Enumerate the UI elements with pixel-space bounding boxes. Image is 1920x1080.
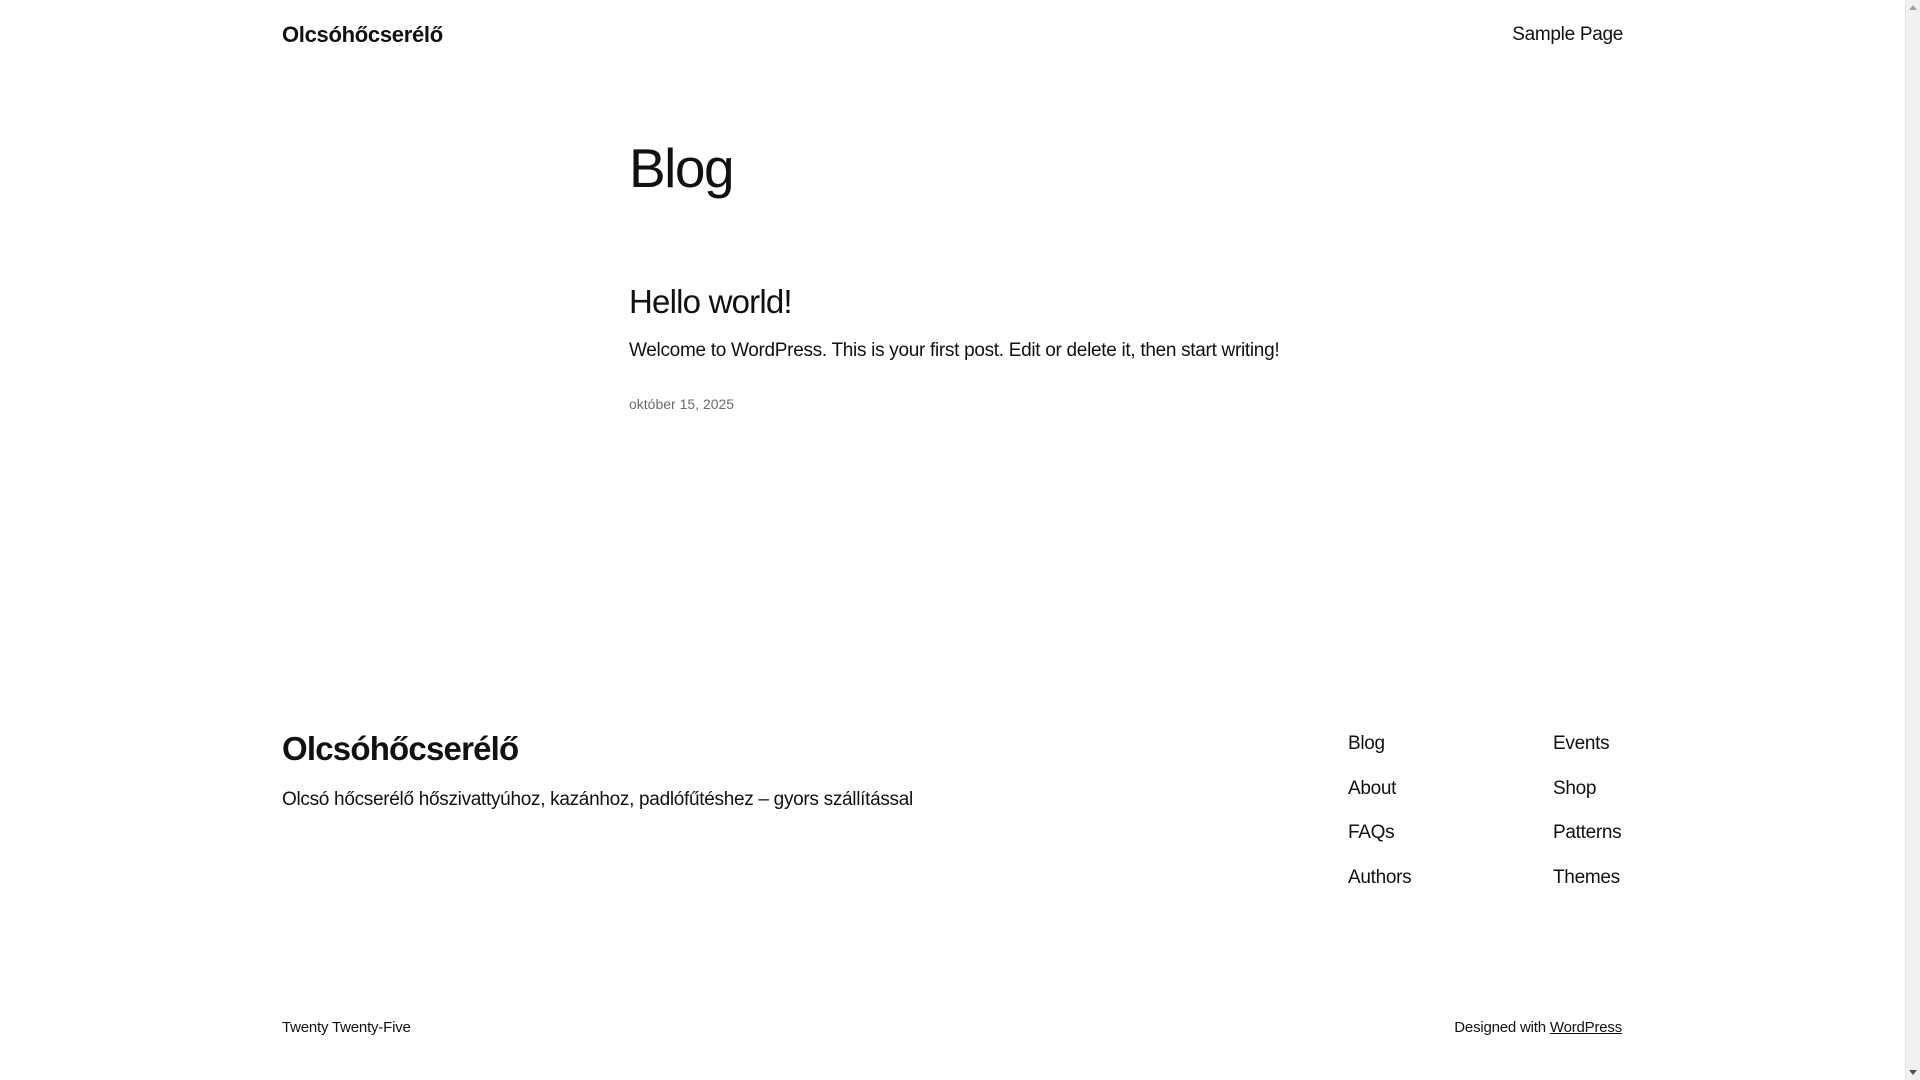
footer-tagline: Olcsó hőcserélő hőszivattyúhoz, kazánhoz, padlófűtéshez – gyors szállítással [282,789,913,810]
footer-site-title-link[interactable]: Olcsóhőcserélő [282,730,519,767]
vertical-scrollbar[interactable] [1905,0,1920,1080]
designed-with-text: Designed with [1454,1019,1546,1036]
footer-link-faqs[interactable]: FAQs [1348,822,1395,843]
site-title-link[interactable]: Olcsóhőcserélő [282,22,443,47]
footer-link-events[interactable]: Events [1553,733,1610,754]
theme-credit: Twenty Twenty-Five [282,1019,411,1036]
footer-link-about[interactable]: About [1348,777,1397,799]
footer-nav-column-1 [1348,730,1411,908]
chevron-down-icon[interactable] [1909,1070,1917,1075]
post-title-link[interactable]: Hello world! [629,283,792,320]
post-card [629,279,1329,412]
footer-brand [282,727,913,810]
footer-link-blog[interactable]: Blog [1348,733,1385,754]
footer-link-authors[interactable]: Authors [1348,866,1412,888]
post-date[interactable]: október 15, 2025 [629,396,735,412]
footer-link-patterns[interactable]: Patterns [1553,822,1622,843]
designed-with-credit [1454,1018,1622,1038]
footer-nav-column-2 [1553,730,1621,908]
site-header [282,20,1623,52]
footer-link-shop[interactable]: Shop [1553,777,1597,799]
page-title: Blog [629,137,734,199]
post-excerpt: Welcome to WordPress. This is your first post. Edit or delete it, then start writing! [629,340,1280,361]
wordpress-link[interactable]: WordPress [1549,1019,1622,1036]
chevron-up-icon[interactable] [1909,5,1917,10]
footer-link-themes[interactable]: Themes [1553,866,1620,888]
nav-link-sample-page[interactable]: Sample Page [1512,24,1623,45]
